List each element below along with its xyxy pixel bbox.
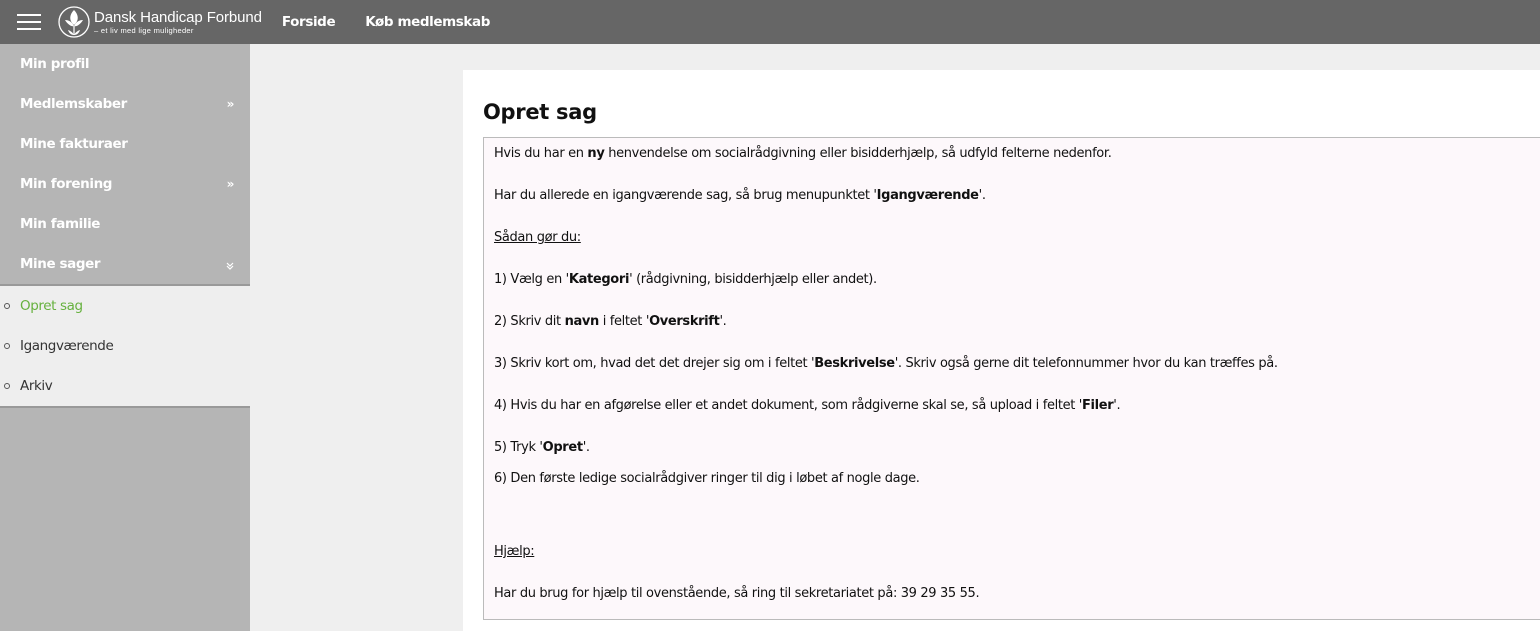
chevron-down-icon bbox=[226, 262, 234, 273]
step-5: 5) Tryk 'Opret'. bbox=[494, 440, 590, 455]
sidebar-subitem-arkiv[interactable] bbox=[0, 366, 250, 406]
sidebar-item-min-profil[interactable] bbox=[0, 44, 250, 84]
sidebar-item-label: Medlemskaber bbox=[20, 96, 127, 112]
instructions-box bbox=[483, 137, 1540, 620]
top-navigation-bar bbox=[0, 0, 1540, 44]
sidebar-item-label: Min profil bbox=[20, 56, 90, 72]
sidebar-item-medlemskaber[interactable] bbox=[0, 84, 250, 124]
top-nav bbox=[282, 14, 520, 30]
sidebar-item-label: Min forening bbox=[20, 176, 113, 192]
step-4: 4) Hvis du har en afgørelse eller et andet dokument, som rådgiverne skal se, så upload i feltet 'Filer'. bbox=[494, 398, 1121, 413]
chevron-right-icon: » bbox=[226, 97, 234, 111]
bullet-icon bbox=[4, 303, 10, 309]
intro-paragraph-2: Har du allerede en igangværende sag, så brug menupunktet 'Igangværende'. bbox=[494, 188, 986, 203]
help-text: Har du brug for hjælp til ovenstående, så ring til sekretariatet på: 39 29 35 55. bbox=[494, 586, 980, 601]
sidebar-item-label: Min familie bbox=[20, 216, 101, 232]
nav-link-forside[interactable]: Forside bbox=[281, 14, 336, 30]
sidebar bbox=[0, 44, 250, 631]
step-3: 3) Skriv kort om, hvad det det drejer sig om i feltet 'Beskrivelse'. Skriv også gerne dit telefonnummer hvor du kan træffes på. bbox=[494, 356, 1278, 371]
sidebar-item-min-forening[interactable] bbox=[0, 164, 250, 204]
main-content bbox=[463, 70, 1540, 631]
step-2: 2) Skriv dit navn i feltet 'Overskrift'. bbox=[494, 314, 727, 329]
brand-name: Dansk Handicap Forbund bbox=[94, 8, 262, 26]
intro-paragraph-1: Hvis du har en ny henvendelse om socialrådgivning eller bisidderhjælp, så udfyld felterne nedenfor. bbox=[494, 146, 1112, 161]
howto-heading: Sådan gør du: bbox=[494, 230, 581, 245]
sidebar-item-label: Mine fakturaer bbox=[20, 136, 128, 152]
bullet-icon bbox=[4, 343, 10, 349]
brand-logo-link[interactable] bbox=[58, 0, 262, 44]
sidebar-item-mine-sager[interactable] bbox=[0, 244, 250, 284]
sidebar-subitem-label: Arkiv bbox=[20, 378, 53, 394]
bullet-icon bbox=[4, 383, 10, 389]
nav-link-buy-membership[interactable]: Køb medlemskab bbox=[365, 14, 490, 30]
help-heading: Hjælp: bbox=[494, 544, 535, 559]
sidebar-item-mine-fakturaer[interactable] bbox=[0, 124, 250, 164]
sidebar-submenu-mine-sager bbox=[0, 284, 250, 408]
flower-logo-icon bbox=[58, 2, 90, 42]
step-6: 6) Den første ledige socialrådgiver ringer til dig i løbet af nogle dage. bbox=[494, 471, 920, 486]
sidebar-item-min-familie[interactable] bbox=[0, 204, 250, 244]
step-1: 1) Vælg en 'Kategori' (rådgivning, bisidderhjælp eller andet). bbox=[494, 272, 877, 287]
sidebar-item-label: Mine sager bbox=[20, 256, 101, 272]
sidebar-subitem-igangvaerende[interactable] bbox=[0, 326, 250, 366]
sidebar-subitem-label: Igangværende bbox=[20, 338, 114, 354]
sidebar-subitem-label: Opret sag bbox=[20, 298, 83, 314]
hamburger-icon[interactable] bbox=[0, 0, 58, 44]
page-title: Opret sag bbox=[483, 100, 597, 124]
chevron-right-icon: » bbox=[226, 177, 234, 191]
brand-tagline: – et liv med lige muligheder bbox=[94, 25, 194, 35]
sidebar-subitem-opret-sag[interactable] bbox=[0, 286, 250, 326]
